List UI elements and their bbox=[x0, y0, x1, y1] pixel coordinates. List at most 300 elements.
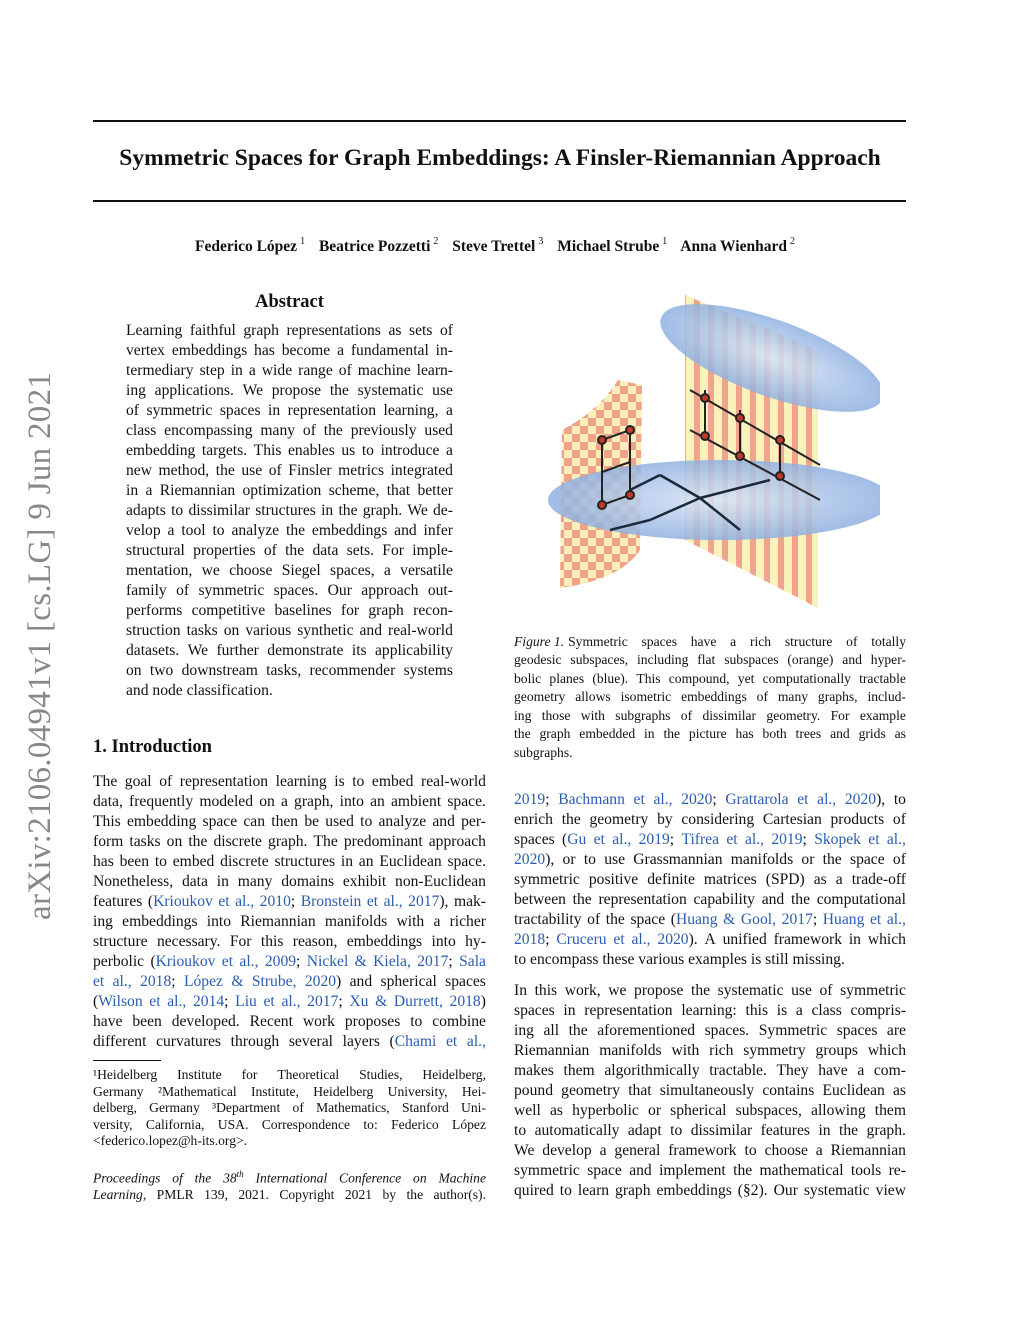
word bbox=[340, 792, 364, 812]
text: with bbox=[396, 913, 425, 930]
text: ; bbox=[812, 911, 818, 928]
word bbox=[535, 981, 558, 1001]
word bbox=[312, 541, 338, 561]
word bbox=[400, 561, 453, 581]
citation-link[interactable]: al., bbox=[886, 831, 906, 848]
text: symmetry bbox=[743, 1042, 806, 1059]
text: termediary bbox=[126, 362, 194, 379]
word bbox=[126, 581, 167, 601]
text: ), bbox=[876, 791, 886, 808]
citation-link[interactable]: Bachmann bbox=[558, 791, 625, 808]
word bbox=[461, 1100, 486, 1117]
citation-link[interactable]: et bbox=[93, 973, 105, 990]
text-line bbox=[93, 812, 486, 832]
word bbox=[277, 1067, 339, 1084]
word bbox=[391, 792, 441, 812]
citation-link[interactable]: al., bbox=[466, 1033, 486, 1050]
citation-link[interactable]: 2010 bbox=[259, 893, 291, 910]
text: previously bbox=[350, 422, 417, 439]
word bbox=[343, 872, 386, 892]
word bbox=[303, 421, 316, 441]
text: developed. bbox=[171, 1013, 240, 1030]
word bbox=[347, 541, 374, 561]
text: ; bbox=[669, 831, 675, 848]
citation-link[interactable]: al., bbox=[653, 791, 673, 808]
text: manifolds bbox=[324, 913, 388, 930]
text: symmetric bbox=[198, 582, 265, 599]
text: embedding bbox=[126, 813, 197, 830]
text: a bbox=[167, 522, 175, 539]
text: tractability bbox=[514, 911, 582, 928]
text: ing bbox=[514, 707, 532, 723]
text: datasets. bbox=[126, 642, 180, 659]
figure-label: Figure 1. bbox=[514, 634, 565, 649]
word bbox=[691, 1121, 753, 1141]
word bbox=[126, 361, 194, 381]
citation-link[interactable]: Skopek bbox=[814, 831, 861, 848]
word bbox=[328, 581, 352, 601]
text: graph bbox=[368, 602, 404, 619]
text-line bbox=[126, 341, 453, 361]
text-line bbox=[126, 601, 453, 621]
word bbox=[782, 910, 818, 930]
text: (orange) bbox=[787, 652, 834, 668]
word bbox=[281, 792, 288, 812]
text: a bbox=[446, 402, 453, 419]
citation-link[interactable]: et bbox=[593, 831, 605, 848]
text: (§2). bbox=[737, 1182, 768, 1199]
word bbox=[152, 681, 182, 701]
word bbox=[417, 481, 453, 501]
word bbox=[602, 950, 634, 970]
citation-link[interactable]: et bbox=[870, 911, 882, 928]
citation-link[interactable]: Huang bbox=[675, 911, 718, 928]
word bbox=[193, 541, 255, 561]
introduction-heading: 1. Introduction bbox=[93, 737, 212, 757]
word bbox=[447, 852, 486, 872]
text-line bbox=[514, 1121, 906, 1141]
citation-link[interactable]: al., bbox=[817, 791, 837, 808]
text: into bbox=[339, 793, 364, 810]
text-line bbox=[514, 1081, 906, 1101]
citation-link[interactable]: al., bbox=[281, 993, 301, 1010]
text: of bbox=[680, 707, 693, 723]
citation-link[interactable]: Krioukov bbox=[153, 893, 213, 910]
text: learning bbox=[275, 773, 327, 790]
word bbox=[381, 441, 440, 461]
word bbox=[325, 912, 387, 932]
text-line bbox=[93, 1084, 486, 1101]
word bbox=[220, 401, 261, 421]
word bbox=[268, 401, 280, 421]
citation-link[interactable]: 2019 bbox=[771, 831, 803, 848]
text: space bbox=[850, 851, 885, 868]
text: positive bbox=[588, 871, 639, 888]
citation-link[interactable]: 2017 bbox=[408, 893, 440, 910]
text: view bbox=[875, 1182, 906, 1199]
text: representation bbox=[598, 891, 687, 908]
text: pound bbox=[514, 1082, 553, 1099]
citation-link[interactable]: López bbox=[183, 973, 223, 990]
word bbox=[514, 707, 531, 725]
word bbox=[628, 1121, 662, 1141]
citation-link[interactable]: 2020 bbox=[304, 973, 337, 990]
word bbox=[168, 521, 175, 541]
text: mak- bbox=[453, 893, 486, 910]
word bbox=[681, 707, 692, 725]
text-line bbox=[514, 1061, 906, 1081]
text-line bbox=[93, 852, 486, 872]
citation-link[interactable]: 2017 bbox=[781, 911, 813, 928]
citation-link[interactable]: al., bbox=[383, 893, 403, 910]
text: applications. bbox=[154, 382, 234, 399]
text: a bbox=[433, 913, 441, 930]
text: be bbox=[304, 813, 320, 830]
word bbox=[396, 912, 424, 932]
word bbox=[368, 601, 404, 621]
word bbox=[126, 661, 142, 681]
word bbox=[446, 441, 453, 461]
word bbox=[307, 992, 343, 1012]
word bbox=[343, 1032, 380, 1052]
text: domains bbox=[281, 873, 335, 890]
word bbox=[93, 972, 104, 992]
word bbox=[126, 321, 182, 341]
word bbox=[606, 910, 625, 930]
citation-link[interactable]: & bbox=[354, 953, 367, 970]
citation-link[interactable]: et bbox=[868, 831, 880, 848]
word bbox=[360, 812, 372, 832]
text: develop bbox=[542, 1142, 592, 1159]
citation-link[interactable]: & bbox=[723, 911, 736, 928]
text: to bbox=[559, 1182, 572, 1199]
text-line bbox=[93, 872, 486, 892]
text: This bbox=[93, 813, 121, 830]
word bbox=[184, 972, 223, 992]
word bbox=[338, 501, 357, 521]
citation-link[interactable]: Bronstein bbox=[300, 893, 362, 910]
word bbox=[224, 621, 240, 641]
citation-link[interactable]: et bbox=[263, 993, 275, 1010]
citation-link[interactable]: Durrett, bbox=[393, 993, 443, 1010]
citation-link[interactable]: Gool, bbox=[740, 911, 777, 928]
word bbox=[514, 950, 526, 970]
citation-link[interactable]: et bbox=[218, 893, 230, 910]
word bbox=[745, 1001, 768, 1021]
text: a bbox=[446, 442, 453, 459]
text: to bbox=[583, 851, 596, 868]
text: definite bbox=[647, 871, 695, 888]
word bbox=[93, 1084, 144, 1101]
citation-link[interactable]: al., bbox=[239, 953, 259, 970]
word bbox=[329, 481, 380, 501]
citation-link[interactable]: 2019 bbox=[514, 791, 546, 808]
word bbox=[314, 832, 338, 852]
citation-link[interactable]: al., bbox=[744, 831, 764, 848]
text: performs bbox=[126, 602, 183, 619]
word bbox=[550, 1101, 563, 1121]
text: including bbox=[637, 652, 689, 668]
text: then bbox=[271, 813, 299, 830]
citation-link[interactable]: et bbox=[446, 1033, 458, 1050]
text: of bbox=[892, 811, 906, 828]
affiliation-mark: 3 bbox=[538, 236, 544, 247]
text: subspaces, bbox=[735, 1102, 802, 1119]
citation-link[interactable]: Gu bbox=[567, 831, 587, 848]
text: ), bbox=[545, 851, 555, 868]
citation-link[interactable]: al., bbox=[886, 911, 906, 928]
text: further bbox=[216, 642, 259, 659]
citation-link[interactable]: al., bbox=[167, 993, 187, 1010]
citation-link[interactable]: 2020 bbox=[514, 851, 546, 868]
citation-link[interactable]: 2018 bbox=[140, 973, 172, 990]
citation-link[interactable]: Nickel bbox=[306, 953, 349, 970]
word bbox=[187, 621, 218, 641]
word bbox=[146, 481, 153, 501]
figure-1-caption bbox=[514, 633, 906, 762]
citation-link[interactable]: et bbox=[366, 893, 379, 910]
affiliation-mark: 1 bbox=[300, 236, 306, 247]
text: both bbox=[762, 726, 787, 742]
citation-link[interactable]: 2020 bbox=[844, 791, 877, 808]
citation-link[interactable]: al., bbox=[112, 973, 132, 990]
caption-line: Symmetric spaces have a rich structure of totally bbox=[568, 634, 906, 649]
word bbox=[514, 1021, 534, 1041]
text: ³Department bbox=[212, 1100, 281, 1116]
word bbox=[660, 1081, 754, 1101]
text: a bbox=[337, 342, 344, 359]
text: propose bbox=[634, 982, 684, 999]
citation-link[interactable]: Sala bbox=[459, 953, 486, 970]
text: spaces, bbox=[330, 562, 375, 579]
word bbox=[359, 852, 374, 872]
text: data bbox=[181, 873, 208, 890]
word bbox=[351, 421, 417, 441]
text: Heidelberg bbox=[313, 1083, 374, 1099]
word bbox=[535, 1121, 620, 1141]
word bbox=[126, 621, 181, 641]
text-line bbox=[514, 981, 906, 1001]
text: are bbox=[886, 1022, 906, 1039]
text: velop bbox=[126, 522, 161, 539]
text: graph, bbox=[294, 793, 334, 810]
text: of bbox=[756, 689, 768, 705]
citation-link[interactable]: et bbox=[613, 931, 625, 948]
text: ; bbox=[448, 953, 453, 970]
text: symmetric bbox=[514, 871, 580, 888]
word bbox=[811, 1101, 866, 1121]
text: ing bbox=[514, 1022, 534, 1039]
citation-link[interactable]: et bbox=[221, 953, 234, 970]
citation-link[interactable]: et bbox=[633, 791, 645, 808]
word bbox=[542, 707, 571, 725]
word bbox=[216, 641, 258, 661]
text: class bbox=[126, 422, 157, 439]
word bbox=[212, 1100, 280, 1117]
word bbox=[514, 930, 550, 950]
citation-link[interactable]: et bbox=[726, 831, 738, 848]
text: necessary. bbox=[156, 933, 221, 950]
word bbox=[600, 1141, 607, 1161]
word bbox=[347, 932, 422, 952]
citation-link[interactable]: 2019 bbox=[638, 831, 670, 848]
word bbox=[563, 1001, 575, 1021]
word bbox=[93, 812, 121, 832]
text: the bbox=[285, 542, 305, 559]
word bbox=[286, 321, 380, 341]
citation-link[interactable]: 2018 bbox=[449, 993, 481, 1010]
word bbox=[334, 772, 344, 792]
citation-link[interactable]: & bbox=[231, 973, 244, 990]
text: For bbox=[830, 707, 850, 723]
word bbox=[454, 892, 486, 912]
citation-link[interactable]: 2014 bbox=[192, 993, 225, 1010]
text: of bbox=[263, 542, 277, 559]
author-name: Federico López bbox=[195, 238, 298, 255]
text: real-world bbox=[388, 622, 453, 639]
word bbox=[282, 561, 321, 581]
word bbox=[738, 670, 755, 688]
word bbox=[382, 541, 404, 561]
citation-link[interactable]: 2009 bbox=[264, 953, 297, 970]
citation-link[interactable]: & bbox=[375, 993, 388, 1010]
word bbox=[431, 932, 455, 952]
caption-rest bbox=[514, 651, 906, 762]
word bbox=[868, 930, 906, 950]
citation-link[interactable]: et bbox=[797, 791, 809, 808]
word bbox=[859, 725, 886, 743]
text-line bbox=[514, 1021, 906, 1041]
citation-link[interactable]: 2018 bbox=[514, 931, 546, 948]
word bbox=[147, 401, 213, 421]
citation-link[interactable]: al., bbox=[612, 831, 632, 848]
text: representation bbox=[179, 773, 269, 790]
citation-link[interactable]: et bbox=[149, 993, 161, 1010]
citation-link[interactable]: Strube, bbox=[251, 973, 297, 990]
citation-link[interactable]: Grattarola bbox=[725, 791, 789, 808]
text: makes bbox=[514, 1062, 554, 1079]
text: use bbox=[604, 851, 626, 868]
text: isometric bbox=[620, 689, 672, 705]
text: tasks bbox=[186, 622, 218, 639]
text-line bbox=[514, 790, 906, 810]
text-line bbox=[93, 1100, 486, 1117]
word bbox=[718, 981, 784, 1001]
citation-link[interactable]: 2017 bbox=[307, 993, 339, 1010]
text: A bbox=[704, 931, 716, 948]
hyperbolic-plane-bottom bbox=[548, 460, 880, 540]
word bbox=[408, 892, 448, 912]
text: ) bbox=[480, 993, 486, 1010]
text: become bbox=[281, 342, 331, 359]
word bbox=[255, 501, 316, 521]
word bbox=[867, 688, 906, 706]
word bbox=[629, 1161, 652, 1181]
citation-link[interactable]: Krioukov bbox=[155, 953, 216, 970]
title-bottom-rule bbox=[93, 200, 906, 202]
word bbox=[341, 601, 359, 621]
citation-link[interactable]: al., bbox=[235, 893, 255, 910]
word bbox=[817, 890, 906, 910]
paper-title: Symmetric Spaces for Graph Embeddings: A Finsler-Riemannian Approach bbox=[119, 145, 881, 171]
citation-link[interactable]: Liu bbox=[235, 993, 257, 1010]
citation-link[interactable]: 2017 bbox=[417, 953, 449, 970]
text: as bbox=[892, 1082, 906, 1099]
citation-link[interactable]: Wilson bbox=[98, 993, 143, 1010]
word bbox=[203, 812, 238, 832]
word bbox=[874, 1061, 906, 1081]
text: family bbox=[126, 582, 167, 599]
text: integrated bbox=[390, 462, 453, 479]
text: for bbox=[241, 1067, 258, 1082]
text-line bbox=[93, 792, 486, 812]
word bbox=[120, 852, 149, 872]
text: different bbox=[93, 1033, 147, 1050]
text: into bbox=[206, 913, 232, 930]
citation-link[interactable]: Kiela, bbox=[373, 953, 411, 970]
word bbox=[424, 421, 453, 441]
word bbox=[681, 790, 717, 810]
text: us bbox=[341, 442, 356, 459]
text: various bbox=[245, 622, 292, 639]
word bbox=[359, 1067, 402, 1084]
text: the bbox=[323, 422, 343, 439]
text: discrete bbox=[220, 853, 269, 870]
word bbox=[268, 832, 307, 852]
text: geometry bbox=[589, 811, 649, 828]
text: machine bbox=[357, 362, 411, 379]
text: graph. bbox=[268, 833, 308, 850]
text: tasks, bbox=[266, 662, 302, 679]
citation-link[interactable]: Huang bbox=[822, 911, 865, 928]
text: USA. bbox=[217, 1116, 249, 1132]
word bbox=[358, 381, 424, 401]
text: ; bbox=[338, 993, 343, 1010]
text: Riemannian bbox=[514, 1042, 590, 1059]
citation-link[interactable]: Xu bbox=[349, 993, 369, 1010]
word bbox=[410, 1012, 422, 1032]
text-line bbox=[126, 321, 453, 341]
text: ; bbox=[802, 831, 807, 848]
text: competitive bbox=[191, 602, 266, 619]
text: structure bbox=[93, 933, 148, 950]
citation-link[interactable]: Cruceru bbox=[556, 931, 607, 948]
word bbox=[814, 870, 827, 890]
text: products bbox=[830, 811, 885, 828]
citation-link[interactable]: 2020 bbox=[681, 791, 713, 808]
word bbox=[167, 832, 183, 852]
text: embeddings bbox=[681, 689, 747, 705]
abstract-body bbox=[126, 321, 453, 701]
text: introduce bbox=[380, 442, 440, 459]
text: the bbox=[790, 891, 810, 908]
text-line bbox=[93, 772, 486, 792]
word bbox=[307, 952, 349, 972]
text: on bbox=[126, 662, 142, 679]
citation-link[interactable]: al., bbox=[631, 931, 651, 948]
citation-link[interactable]: Tifrea bbox=[681, 831, 720, 848]
text: planes bbox=[549, 670, 585, 686]
citation-link[interactable]: 2020 bbox=[657, 931, 689, 948]
word bbox=[404, 661, 453, 681]
text: We bbox=[407, 502, 428, 519]
citation-link[interactable]: Chami bbox=[394, 1033, 437, 1050]
word bbox=[93, 892, 142, 912]
text: into bbox=[431, 933, 456, 950]
word bbox=[218, 1117, 249, 1134]
word bbox=[158, 1084, 237, 1101]
word bbox=[777, 1001, 787, 1021]
